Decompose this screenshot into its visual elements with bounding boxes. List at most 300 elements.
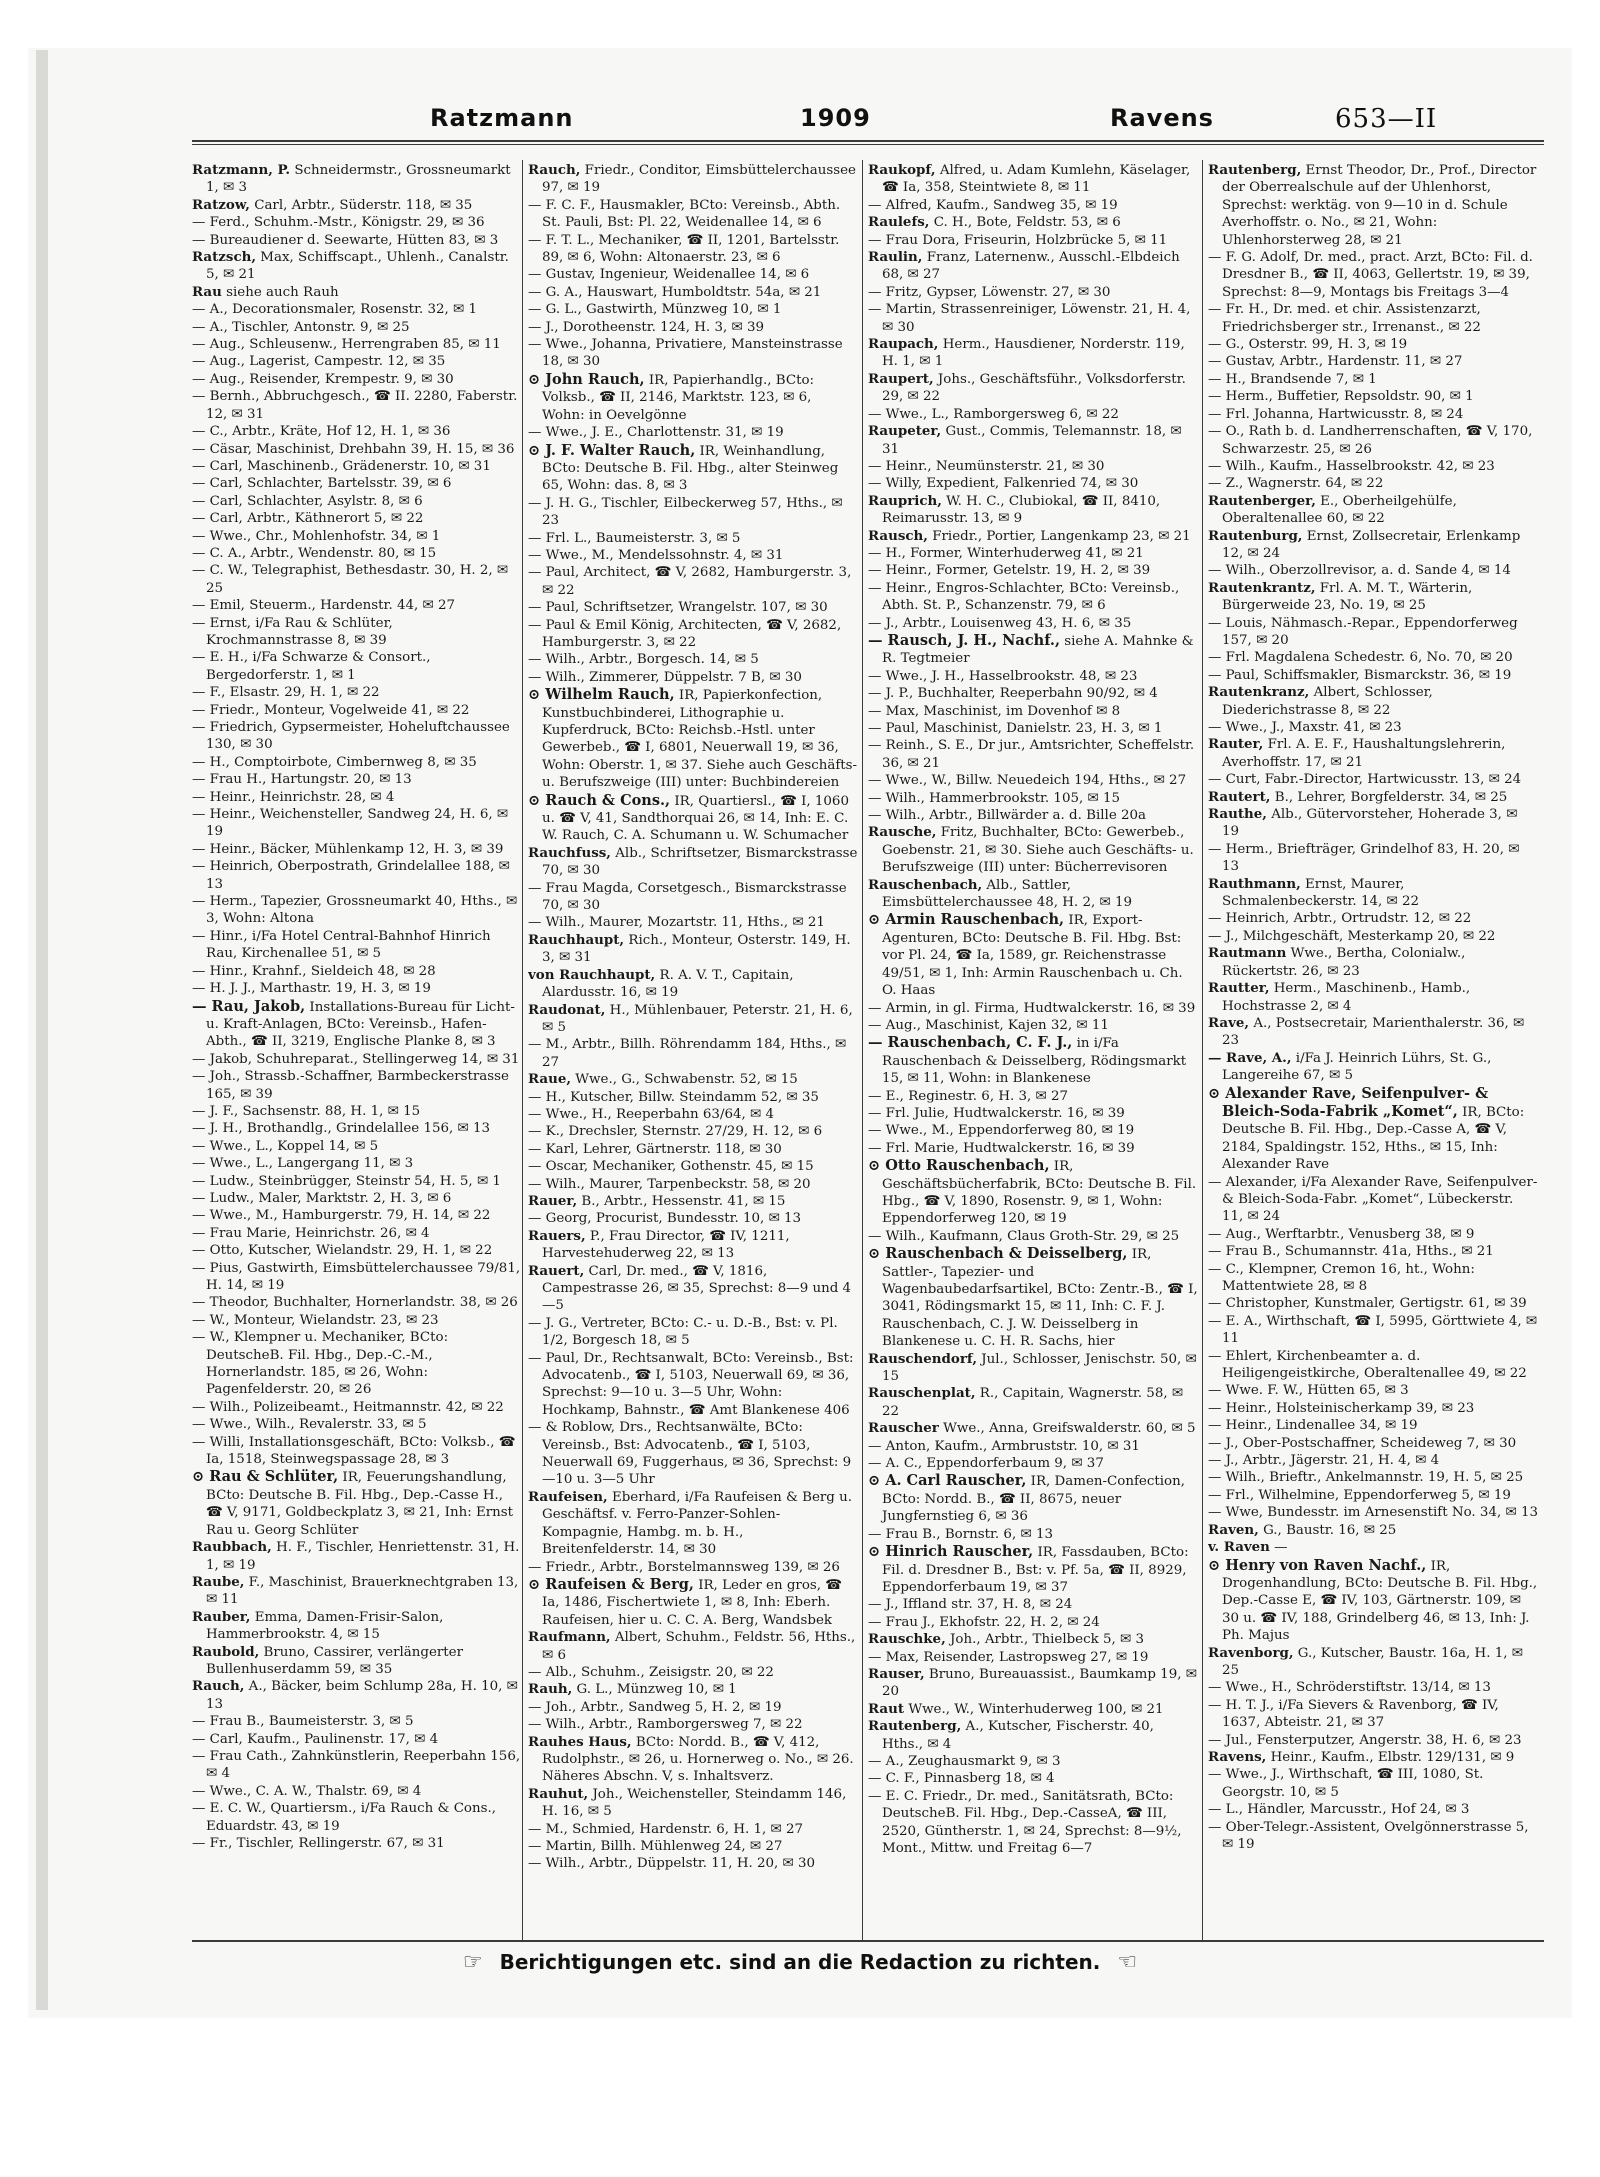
directory-entry [1208,789,1538,806]
directory-entry [868,1455,1198,1472]
entry-name: Raven, [1208,1521,1259,1538]
directory-entry [192,719,522,754]
directory-entry [868,493,1198,528]
directory-entry [868,1631,1198,1648]
entry-text: — Hinr., i/Fa Hotel Central-Bahnhof Hinrich Rau, Kirchenallee 51, ✉ 5 [192,928,491,962]
entry-name: Rave, [1208,1014,1250,1031]
column-divider [862,160,863,1940]
entry-text: — Paul, Dr., Rechtsanwalt, BCto: Vereinsb., Bst: Advocatenb., ☎ I, 5103, Neuerwall 69, ✉ 36, Sprechst: 9—10 u. 3—5 Uhr, Wohn: Hochkamp, Bahnstr., ☎ Amt Blankenese 406 [528,1350,854,1418]
directory-entry [192,1835,522,1852]
directory-entry [1208,771,1538,788]
directory-entry [528,1734,858,1786]
directory-entry [192,893,522,928]
entry-text: — Wilh., Arbtr., Ramborgersweg 7, ✉ 22 [528,1717,803,1733]
entry-text: — Heinr., Bäcker, Mühlenkamp 12, H. 3, ✉ 39 [192,841,504,857]
entry-name: Raulin, [868,249,923,266]
entry-text: — G., Osterstr. 99, H. 3, ✉ 19 [1208,337,1408,353]
entry-name: Ratzow, [192,196,250,213]
entry-text: — Martin, Billh. Mühlenweg 24, ✉ 27 [528,1839,783,1854]
entry-text: Wwe., G., Schwabenstr. 52, ✉ 15 [575,1072,798,1088]
entry-text: — Carl, Arbtr., Käthnerort 5, ✉ 22 [192,511,424,527]
entry-text: — Frau B., Baumeisterstr. 3, ✉ 5 [192,1714,414,1730]
directory-entry [192,162,522,197]
entry-text: — H. T. J., i/Fa Sievers & Ravenborg, ☎ IV, 1637, Abteistr. 21, ✉ 37 [1208,1697,1499,1731]
entry-text: — Wwe., H., Schröderstiftstr. 13/14, ✉ 13 [1208,1680,1491,1696]
page-number: 653—II [1335,104,1438,134]
entry-text: Bruno, Bureauassist., Baumkamp 19, ✉ 20 [882,1666,1197,1700]
directory-entry [868,423,1198,458]
entry-text: — Carl, Schlachter, Asylstr. 8, ✉ 6 [192,493,423,509]
entry-text: — C., Klempner, Cremon 16, ht., Wohn: Mattentwiete 28, ✉ 8 [1208,1261,1475,1294]
entry-text: Eberhard, i/Fa Raufeisen & Berg u. Geschäftsf. v. Ferro-Panzer-Sohlen-Kompagnie, Hambg. m. b. H., Breitenfelderstr. 14, ✉ 30 [542,1489,853,1558]
directory-entry [1208,406,1538,423]
entry-text: Carl, Arbtr., Süderstr. 118, ✉ 35 [254,197,473,213]
entry-text: Wwe., Bertha, Colonialw., Rückertstr. 26, ✉ 23 [1222,946,1466,979]
entry-text: W. H. C., Clubiokal, ☎ II, 8410, Reimarusstr. 13, ✉ 9 [882,493,1161,527]
entry-text: — Aug., Reisender, Krempestr. 9, ✉ 30 [192,371,454,387]
entry-text: — Wwe., L., Ramborgersweg 6, ✉ 22 [868,406,1119,422]
entry-text: — Aug., Schleusenw., Herrengraben 85, ✉ 11 [192,337,501,353]
directory-entry [868,1017,1198,1034]
entry-text: — Heinr., Engros-Schlachter, BCto: Vereinsb., Abth. St. P., Schanzenstr. 79, ✉ 6 [868,580,1180,614]
directory-entry [1208,1819,1538,1854]
entry-text: G., Baustr. 16, ✉ 25 [1263,1522,1397,1538]
entry-name: ⊙ Rauschenbach & Deisselberg, [868,1245,1128,1263]
entry-text: — H., Comptoirbote, Cimbernweg 8, ✉ 35 [192,754,477,770]
directory-entry [868,1666,1198,1701]
directory-entry [868,162,1198,197]
entry-text: — Max, Maschinist, im Dovenhof ✉ 8 [868,703,1121,719]
entry-name: Rauscher [868,1420,939,1437]
entry-text: — Wilh., Maurer, Mozartstr. 11, Hths., ✉ 21 [528,915,825,931]
directory-entry [192,475,522,492]
entry-text: — H., Brandsende 7, ✉ 1 [1208,371,1377,387]
directory-entry [1208,249,1538,301]
directory-entry [528,1699,858,1716]
directory-entry [868,1472,1198,1525]
entry-text: — Heinr., Weichensteller, Sandweg 24, H. 6, ✉ 19 [192,807,509,840]
entry-text: — Armin, in gl. Firma, Hudtwalckerstr. 16, ✉ 39 [868,1000,1196,1016]
entry-text: — Wilh., Brieftr., Ankelmannstr. 19, H. 5, ✉ 25 [1208,1470,1524,1486]
directory-entry [528,1228,858,1263]
directory-entry [868,1596,1198,1613]
directory-entry [528,442,858,495]
entry-text: — Paul & Emil König, Architecten, ☎ V, 2682, Hamburgerstr. 3, ✉ 22 [528,617,842,650]
directory-entry [868,668,1198,685]
directory-entry [1208,458,1538,475]
footer-notice [0,1950,1600,1975]
entry-text: — Wwe., J. E., Charlottenstr. 31, ✉ 19 [528,425,784,441]
directory-entry [868,458,1198,475]
directory-entry [192,928,522,963]
directory-entry [528,1036,858,1071]
directory-entry [528,1664,858,1681]
directory-entry [1208,1435,1538,1452]
directory-entry [192,615,522,650]
header-year: 1909 [800,104,871,132]
directory-entry [192,232,522,249]
entry-text: — Carl, Maschinenb., Grädenerstr. 10, ✉ 31 [192,458,491,474]
entry-text: IR, Papierkonfection, Kunstbuchbinderei, Lithographie u. Kupferdruck, BCto: Reichsb.-Hstl. unter Gewerbeb., ☎ I, 6801, Neuerwall 19, ✉ 36, Wohn: Oberstr. 1, ✉ 37. Siehe auch Geschäfts- u. Berufszweige (III) unter: Buchbindereien [542,688,858,791]
entry-name: Rautenberger, [1208,492,1316,509]
entry-text: Frl. A. E. F., Haushaltungslehrerin, Averhoffstr. 17, ✉ 21 [1222,737,1506,770]
entry-text: — J., Iffland str. 37, H. 8, ✉ 24 [868,1597,1073,1613]
header-rule-thin [192,144,1544,145]
directory-entry [192,1068,522,1103]
directory-entry [192,388,522,423]
entry-name: ⊙ Rau & Schlüter, [192,1468,339,1486]
entry-name: Rauschendorf, [868,1350,978,1367]
entry-text: IR, Leder en gros, ☎ Ia, 1486, Fischertwiete 1, ✉ 8, Inh: Eberh. Raufeisen, hier u. C. C. A. Berg, Wandsbek [542,1577,842,1628]
entry-text: IR, Drogenhandlung, BCto: Deutsche B. Fil. Hbg., Dep.-Casse E, ☎ IV, 103, Gärtnerstr. 109, ✉ 30 u. ☎ IV, 188, Grindelberg 46, ✉ 13, Inh: J. Ph. Majus [1222,1558,1538,1644]
entry-text: — Wwe., W., Billw. Neuedeich 194, Hths., ✉ 27 [868,773,1187,789]
directory-entry [868,1543,1198,1596]
entry-text: — Ludw., Maler, Marktstr. 2, H. 3, ✉ 6 [192,1190,452,1206]
directory-entry [528,1855,858,1872]
directory-entry [868,737,1198,772]
entry-name: Rauchhaupt, [528,931,625,948]
entry-text: — G. L., Gastwirth, Münzweg 10, ✉ 1 [528,302,782,318]
entry-text: — Pius, Gastwirth, Eimsbüttelerchaussee 79/81, H. 14, ✉ 19 [192,1260,521,1293]
entry-text: — Fr., Tischler, Rellingerstr. 67, ✉ 31 [192,1836,445,1851]
entry-text: BCto: Nordd. B., ☎ V, 412, Rudolphstr., ✉ 26, u. Hornerweg o. No., ✉ 26. Näheres Abschn. V, s. Inhaltsverz. [542,1734,854,1785]
directory-entry [1208,562,1538,579]
header-left-word: Ratzmann [430,104,574,132]
entry-name: von Rauchhaupt, [528,966,656,983]
directory-entry [1208,162,1538,249]
directory-entry [868,1649,1198,1666]
directory-entry [1208,1766,1538,1801]
entry-text: — Heinr., Heinrichstr. 28, ✉ 4 [192,789,395,805]
entry-text: IR, Feuerungshandlung, BCto: Deutsche B. Fil. Hbg., Dep.-Casse H., ☎ V, 9171, Goldbeckplatz 3, ✉ 21, Inh: Ernst Rau u. Georg Schlüter [206,1470,514,1538]
directory-entry [1208,684,1538,719]
directory-entry [868,911,1198,999]
entry-text: — L., Händler, Marcusstr., Hof 24, ✉ 3 [1208,1802,1470,1818]
entry-text: — Fr. H., Dr. med. et chir. Assistenzarzt, Friedrichsberger str., Irrenanst., ✉ 22 [1208,302,1481,335]
entry-text: — Wilh., Oberzollrevisor, a. d. Sande 4, ✉ 14 [1208,563,1511,579]
directory-entry [192,336,522,353]
entry-text: — Paul, Schiffsmakler, Bismarckstr. 36, ✉ 19 [1208,667,1512,683]
directory-entry [192,1190,522,1207]
directory-entry [192,510,522,527]
directory-entry [528,266,858,283]
entry-text: — J. G., Vertreter, BCto: C.- u. D.-B., Bst: v. Pl. 1/2, Borgesch 18, ✉ 5 [528,1315,838,1349]
entry-text: — Wwe., Johanna, Privatiere, Mansteinstrasse 18, ✉ 30 [528,337,843,370]
directory-entry [528,530,858,547]
entry-text: — Hinr., Krahnf., Sieldeich 48, ✉ 28 [192,963,436,979]
directory-entry [192,1574,522,1609]
directory-entry [868,1438,1198,1455]
entry-text: — Wilh., Kaufm., Hasselbrookstr. 42, ✉ 23 [1208,458,1495,474]
entry-text: siehe auch Rauh [226,284,339,300]
directory-entry [1208,1469,1538,1486]
directory-entry [1208,1487,1538,1504]
directory-entry [868,772,1198,789]
directory-entry [868,336,1198,371]
entry-text: Rich., Monteur, Osterstr. 149, H. 3, ✉ 31 [542,932,851,966]
entry-text: Joh., Arbtr., Thielbeck 5, ✉ 3 [950,1632,1145,1648]
entry-text: — Reinh., S. E., Dr jur., Amtsrichter, Scheffelstr. 36, ✉ 21 [868,738,1195,771]
directory-entry [1208,336,1538,353]
directory-entry [528,880,858,915]
entry-name: Raukopf, [868,162,936,178]
entry-text: Friedr., Portier, Langenkamp 23, ✉ 21 [932,528,1191,544]
entry-text: — C., Arbtr., Kräte, Hof 12, H. 1, ✉ 36 [192,424,451,440]
entry-name: Rausch, [868,527,928,544]
entry-text: A., Bäcker, beim Schlump 28a, H. 10, ✉ 13 [206,1679,518,1712]
entry-text: — & Roblow, Drs., Rechtsanwälte, BCto: Vereinsb., Bst: Advocatenb., ☎ I, 5103, Neuerwall 69, Fuggerhaus, ✉ 36, Sprechst: 9—10 u. 3—5 Uhr [528,1420,852,1488]
directory-entry [868,1788,1198,1858]
directory-entry [528,284,858,301]
entry-text: — Carl, Schlachter, Bartelsstr. 39, ✉ 6 [192,476,452,492]
directory-entry [528,845,858,880]
entry-text: — Joh., Strassb.-Schaffner, Barmbeckerstrasse 165, ✉ 39 [192,1069,509,1102]
directory-entry [528,1838,858,1855]
directory-entry [528,1263,858,1315]
entry-text: Alfred, u. Adam Kumlehn, Käselager, ☎ Ia, 358, Steintwiete 8, ✉ 11 [882,163,1191,196]
directory-entry [192,1312,522,1329]
directory-entry [192,1748,522,1783]
directory-entry [528,371,858,424]
entry-name: Rauh, [528,1681,573,1698]
column-divider [1202,160,1203,1940]
entry-text: — Bernh., Abbruchgesch., ☎ II. 2280, Faberstr. 12, ✉ 31 [192,389,518,422]
directory-entry [192,1434,522,1469]
entry-name: ⊙ John Rauch, [528,370,645,388]
entry-text: — Heinr., Neumünsterstr. 21, ✉ 30 [868,458,1105,474]
directory-entry [192,789,522,806]
entry-text: — Wwe., M., Hamburgerstr. 79, H. 14, ✉ 22 [192,1208,491,1224]
entry-name: Raue, [528,1071,572,1088]
entry-name: ⊙ A. Carl Rauscher, [868,1472,1027,1490]
entry-name: ⊙ Alexander Rave, Seifenpulver- & Bleich-Soda-Fabrik „Komet“, [1208,1084,1489,1120]
directory-entry [192,284,522,301]
directory-entry [1208,1801,1538,1818]
directory-entry [868,720,1198,737]
entry-text: — M., Arbtr., Billh. Röhrendamm 184, Hths., ✉ 27 [528,1037,847,1070]
entry-text: IR, Weinhandlung, BCto: Deutsche B. Fil. Hbg., alter Steinweg 65, Wohn: das. 8, ✉ 3 [542,443,839,494]
directory-entry [192,1155,522,1172]
entry-text: — Wwe., J., Maxstr. 41, ✉ 23 [1208,720,1402,735]
entry-text: — K., Drechsler, Sternstr. 27/29, H. 12, ✉ 6 [528,1124,823,1140]
directory-entry [1208,928,1538,945]
entry-text: — Wilh., Arbtr., Düppelstr. 11, H. 20, ✉ 30 [528,1856,816,1872]
entry-text: — E. A., Wirthschaft, ☎ I, 5995, Görttwiete 4, ✉ 11 [1208,1313,1538,1347]
entry-name: Rautenburg, [1208,527,1303,544]
directory-entry [528,319,858,336]
entry-text: — Jakob, Schuhreparat., Stellingerweg 14, ✉ 31 [192,1051,520,1067]
directory-entry [192,1207,522,1224]
entry-text: — C. A., Arbtr., Wendenstr. 80, ✉ 15 [192,545,437,561]
entry-text: Bruno, Cassirer, verlängerter Bullenhuserdamm 59, ✉ 35 [206,1644,464,1677]
entry-text: — Frl. Julie, Hudtwalckerstr. 16, ✉ 39 [868,1105,1125,1121]
entry-text: E., Oberheilgehülfe, Oberaltenallee 60, ✉ 22 [1222,493,1457,527]
entry-text: — Aug., Lagerist, Campestr. 12, ✉ 35 [192,354,446,370]
entry-text: — F. C. F., Hausmakler, BCto: Vereinsb., Abth. St. Pauli, Bst: Pl. 22, Weidenallee 14, ✉ 6 [528,197,841,231]
entry-text: — F., Elsastr. 29, H. 1, ✉ 22 [192,685,380,701]
directory-entry [528,1315,858,1350]
directory-entry [192,441,522,458]
entry-text: — A., Tischler, Antonstr. 9, ✉ 25 [192,319,410,335]
entry-text: IR, Sattler-, Tapezier- und Wagenbaubedarfsartikel, BCto: Zentr.-B., ☎ I, 3041, Rödingsmarkt 15, ✉ 11, Inh: C. F. J. Rauschenbach, C. J. W. Deisselberg in Blankenese u. C. H. R. Sachs, hier [882,1247,1198,1350]
directory-entry [528,564,858,599]
entry-name: Ratzsch, [192,249,256,266]
entry-text: — Heinr., Holsteinischerkamp 39, ✉ 23 [1208,1400,1475,1416]
entry-name: Rau [192,283,222,300]
entry-text: — Willy, Expedient, Falkenried 74, ✉ 30 [868,476,1139,492]
directory-entry [1208,806,1538,841]
entry-name: Raupert, [868,370,934,387]
header-rule [192,140,1544,142]
entry-name: Rautenkrantz, [1208,579,1316,596]
directory-entry [868,1701,1198,1718]
entry-text: — G. A., Hauswart, Humboldtstr. 54a, ✉ 21 [528,284,822,300]
entry-text: — Wilh., Maurer, Tarpenbeckstr. 58, ✉ 20 [528,1176,811,1192]
pointing-hand-left-icon: ☜ [1117,1950,1138,1975]
entry-text: — Heinr., Former, Getelstr. 19, H. 2, ✉ 39 [868,563,1151,579]
entry-text: Frl. A. M. T., Wärterin, Bürgerweide 23, No. 19, ✉ 25 [1222,580,1473,614]
entry-text: — Wwe., H., Reeperbahn 63/64, ✉ 4 [528,1106,775,1122]
entry-name: Ravens, [1208,1748,1267,1765]
entry-text: Carl, Dr. med., ☎ V, 1816, Campestrasse 26, ✉ 35, Sprechst: 8—9 und 4—5 [542,1263,852,1314]
entry-name: Ravenborg, [1208,1644,1294,1661]
entry-text: Ernst, Zollsecretair, Erlenkamp 12, ✉ 24 [1222,528,1521,561]
directory-entry [528,1071,858,1088]
directory-entry [528,1419,858,1489]
entry-text: — Joh., Arbtr., Sandweg 5, H. 2, ✉ 19 [528,1699,782,1715]
directory-entry [192,1329,522,1399]
directory-entry [192,545,522,562]
entry-name: Raupach, [868,336,939,353]
entry-name: — Rave, A., [1208,1049,1292,1066]
entry-text: — Ferd., Schuhm.-Mstr., Königstr. 29, ✉ 36 [192,215,485,231]
entry-name: Rauhes Haus, [528,1733,632,1750]
entry-text: — Gustav, Ingenieur, Weidenallee 14, ✉ 6 [528,267,810,283]
directory-column-4 [1208,162,1538,1942]
directory-entry [1208,371,1538,388]
directory-entry [528,495,858,530]
directory-entry [528,669,858,686]
entry-name: Rautenkranz, [1208,684,1310,701]
directory-entry [1208,876,1538,911]
directory-entry [528,1089,858,1106]
directory-entry [1208,493,1538,528]
directory-entry [1208,1226,1538,1243]
entry-text: Jul., Schlosser, Jenischstr. 50, ✉ 15 [882,1351,1197,1385]
entry-name: Rauch, [192,1678,245,1695]
entry-text: — E., Reginestr. 6, H. 3, ✉ 27 [868,1088,1069,1104]
entry-name: Rauter, [1208,736,1264,753]
entry-text: Gust., Commis, Telemannstr. 18, ✉ 31 [882,424,1182,457]
directory-entry [192,319,522,336]
directory-entry [868,1034,1198,1087]
entry-text: — Frl., Wilhelmine, Eppendorferweg 5, ✉ 19 [1208,1487,1511,1503]
entry-name: Raubbach, [192,1539,272,1556]
directory-entry [528,1106,858,1123]
entry-name: Rauert, [528,1262,585,1279]
entry-text: — Friedr., Monteur, Vogelweide 41, ✉ 22 [192,702,470,718]
header-right-word: Ravens [1110,104,1214,132]
directory-entry [1208,719,1538,736]
directory-entry [192,562,522,597]
directory-entry [1208,475,1538,492]
directory-entry [1208,1679,1538,1696]
directory-entry [192,1783,522,1800]
directory-entry [1208,841,1538,876]
directory-entry [528,162,858,197]
entry-text: — Herm., Tapezier, Grossneumarkt 40, Hths., ✉ 3, Wohn: Altona [192,894,518,927]
entry-text: — Frau Marie, Heinrichstr. 26, ✉ 4 [192,1225,430,1241]
entry-text: — Otto, Kutscher, Wielandstr. 29, H. 1, ✉ 22 [192,1243,493,1259]
directory-entry [868,1088,1198,1105]
entry-text: — Herm., Briefträger, Grindelhof 83, H. 20, ✉ 13 [1208,841,1520,875]
entry-text: Schneidermstr., Grossneumarkt 1, ✉ 3 [206,163,511,196]
entry-text: — Frau B., Bornstr. 6, ✉ 13 [868,1526,1053,1542]
directory-entry [528,197,858,232]
directory-entry [528,1350,858,1420]
entry-text: — Alexander, i/Fa Alexander Rave, Seifenpulver- & Bleich-Soda-Fabr. „Komet“, Lübeckerstr. 11, ✉ 24 [1208,1174,1538,1225]
entry-name: Raut [868,1700,905,1717]
directory-entry [868,685,1198,702]
entry-text: Franz, Laternenw., Ausschl.-Elbdeich 68, ✉ 27 [882,250,1180,283]
entry-name: ⊙ Henry von Raven Nachf., [1208,1556,1427,1574]
entry-text: — O., Rath b. d. Landherrenschaften, ☎ V, 170, Schwarzestr. 25, ✉ 26 [1208,424,1533,457]
entry-text: — J., Arbtr., Jägerstr. 21, H. 4, ✉ 4 [1208,1453,1440,1469]
directory-entry [192,754,522,771]
directory-entry [528,1681,858,1698]
directory-entry [192,1678,522,1713]
entry-text: — Theodor, Buchhalter, Hornerlandstr. 38, ✉ 26 [192,1295,518,1311]
entry-text: — Friedr., Arbtr., Borstelmannsweg 139, ✉ 26 [528,1559,840,1575]
entry-text: — Louis, Nähmasch.-Repar., Eppendorferweg 157, ✉ 20 [1208,615,1518,648]
entry-text: — Christopher, Kunstmaler, Gertigstr. 61, ✉ 39 [1208,1296,1527,1312]
entry-name: Raube, [192,1573,245,1590]
directory-entry [1208,1295,1538,1312]
entry-text: — Frau H., Hartungstr. 20, ✉ 13 [192,772,412,788]
entry-name: Rauch, [528,162,581,178]
entry-text: — E. C. W., Quartiersm., i/Fa Rauch & Cons., Eduardstr. 43, ✉ 19 [192,1801,497,1834]
directory-entry [192,301,522,318]
entry-text: — Oscar, Mechaniker, Gothenstr. 45, ✉ 15 [528,1159,814,1175]
entry-text: — Ernst, i/Fa Rau & Schlüter, Krochmannstrasse 8, ✉ 39 [192,615,393,648]
entry-text: Wwe., Anna, Greifswalderstr. 60, ✉ 5 [943,1421,1196,1437]
entry-text: — Wwe., L., Koppel 14, ✉ 5 [192,1138,379,1154]
directory-entry [1208,1732,1538,1749]
directory-entry [868,249,1198,284]
entry-name: Rautenberg, [868,1718,962,1735]
entry-text: — Aug., Maschinist, Kajen 32, ✉ 11 [868,1017,1109,1033]
book-gutter [36,50,48,2010]
entry-text: — C. W., Telegraphist, Bethesdastr. 30, H. 2, ✉ 25 [192,563,509,596]
entry-text: — Paul, Schriftsetzer, Wrangelstr. 107, ✉ 30 [528,600,828,616]
directory-entry [528,1002,858,1037]
entry-text: Fritz, Buchhalter, BCto: Gewerbeb., Goebenstr. 21, ✉ 30. Siehe auch Geschäfts- u. Berufszweige (III) unter: Bücherrevisoren [882,825,1194,876]
entry-text: — J. H., Brothandlg., Grindelallee 156, ✉ 13 [192,1121,491,1137]
directory-entry [192,771,522,788]
directory-entry [868,1157,1198,1228]
directory-entry [192,1399,522,1416]
directory-entry [1208,528,1538,563]
entry-text: — Frau Dora, Friseurin, Holzbrücke 5, ✉ 11 [868,232,1168,248]
directory-entry [868,632,1198,668]
entry-text: — Cäsar, Maschinist, Drehbahn 39, H. 15, ✉ 36 [192,441,515,457]
entry-text: — Ehlert, Kirchenbeamter a. d. Heiligengeistkirche, Oberaltenallee 49, ✉ 22 [1208,1348,1527,1382]
entry-name: — Rau, Jakob, [192,997,306,1015]
entry-text: — J., Ober-Postschaffner, Scheideweg 7, ✉ 30 [1208,1435,1517,1451]
entry-text: — Herm., Buffetier, Repsoldstr. 90, ✉ 1 [1208,389,1474,405]
directory-entry [868,1753,1198,1770]
directory-entry [192,1225,522,1242]
